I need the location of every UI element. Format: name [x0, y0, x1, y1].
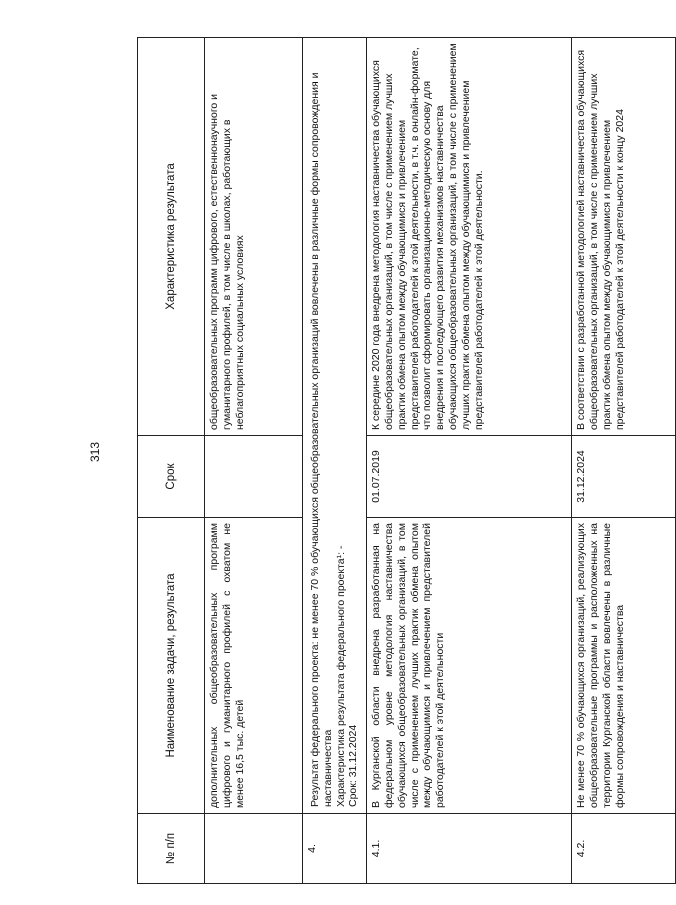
table-header-row — [138, 38, 205, 884]
rotated-table-container — [137, 38, 626, 884]
table-row — [367, 38, 572, 884]
row-deadline — [205, 436, 303, 518]
header-characteristic: Характеристика результата — [138, 38, 205, 436]
table-row — [572, 38, 676, 884]
document-sheet — [137, 38, 626, 884]
header-name: Наименование задачи, результата — [138, 518, 205, 814]
federal-result-cell — [303, 38, 367, 814]
row-characteristic: В соответствии с разработанной методологией наставничества обучающихся общеобразовательных организаций, в том числе с применением лучших практик обмена опытом между обучающимися и привлечением представителей работодателей к этой деятельности к концу 2024 — [572, 38, 676, 436]
federal-result-characteristic: Характеристика результата федерального проекта¹: - — [334, 545, 347, 807]
row-name: дополнительных общеобразовательных программ цифрового и гуманитарного профилей с охватом не менее 16,5 тыс. детей — [205, 518, 303, 814]
federal-result-text: Результат федерального проекта: не менее 70 % обучающихся общеобразовательных организаций вовлечены в различные формы сопровождения и наставничества — [309, 72, 334, 807]
row-deadline: 01.07.2019 — [367, 436, 572, 518]
results-table — [137, 37, 676, 884]
row-num: 4.1. — [367, 814, 572, 884]
row-characteristic: общеобразовательных программ цифрового, естественнонаучного и гуманитарного профилей, в том числе в школах, работающих в неблагоприятных социальных условиях — [205, 38, 303, 436]
row-num: 4.2. — [572, 814, 676, 884]
federal-result-deadline: Срок: 31.12.2024 — [347, 724, 360, 807]
row-deadline: 31.12.2024 — [572, 436, 676, 518]
row-name: В Курганской области внедрена разработанная на федеральном уровне методология наставничества обучающихся общеобразовательных организаций, в том числе с применением лучших практик обмена опытом между обучающимися и привлечением представителей работодателей к этой деятельности — [367, 518, 572, 814]
row-num: 4. — [303, 814, 367, 884]
header-num: № п/п — [138, 814, 205, 884]
row-characteristic: К середине 2020 года внедрена методология наставничества обучающихся общеобразовательных организаций, в том числе с применением лучших практик обмена опытом между обучающимися и привлечением представителей работодателей к этой деятельности, в т.ч. в онлайн-формате, что позволит сформировать организационно-методическую основу для внедрения и последующего развития механизмов наставничества обучающихся общеобразовательных организаций, в том числе с применением лучших практик обмена опытом между обучающимися и привлечением представителей работодателей к этой деятельности. — [367, 38, 572, 436]
row-num — [205, 814, 303, 884]
header-deadline: Срок — [138, 436, 205, 518]
table-row-federal-result — [303, 38, 367, 884]
table-row — [205, 38, 303, 884]
row-name: Не менее 70 % обучающихся организаций, реализующих общеобразовательные программы и расположенных на территории Курганской области вовлечены в различные формы сопровождения и наставничества — [572, 518, 676, 814]
page-number: 313 — [88, 441, 102, 463]
